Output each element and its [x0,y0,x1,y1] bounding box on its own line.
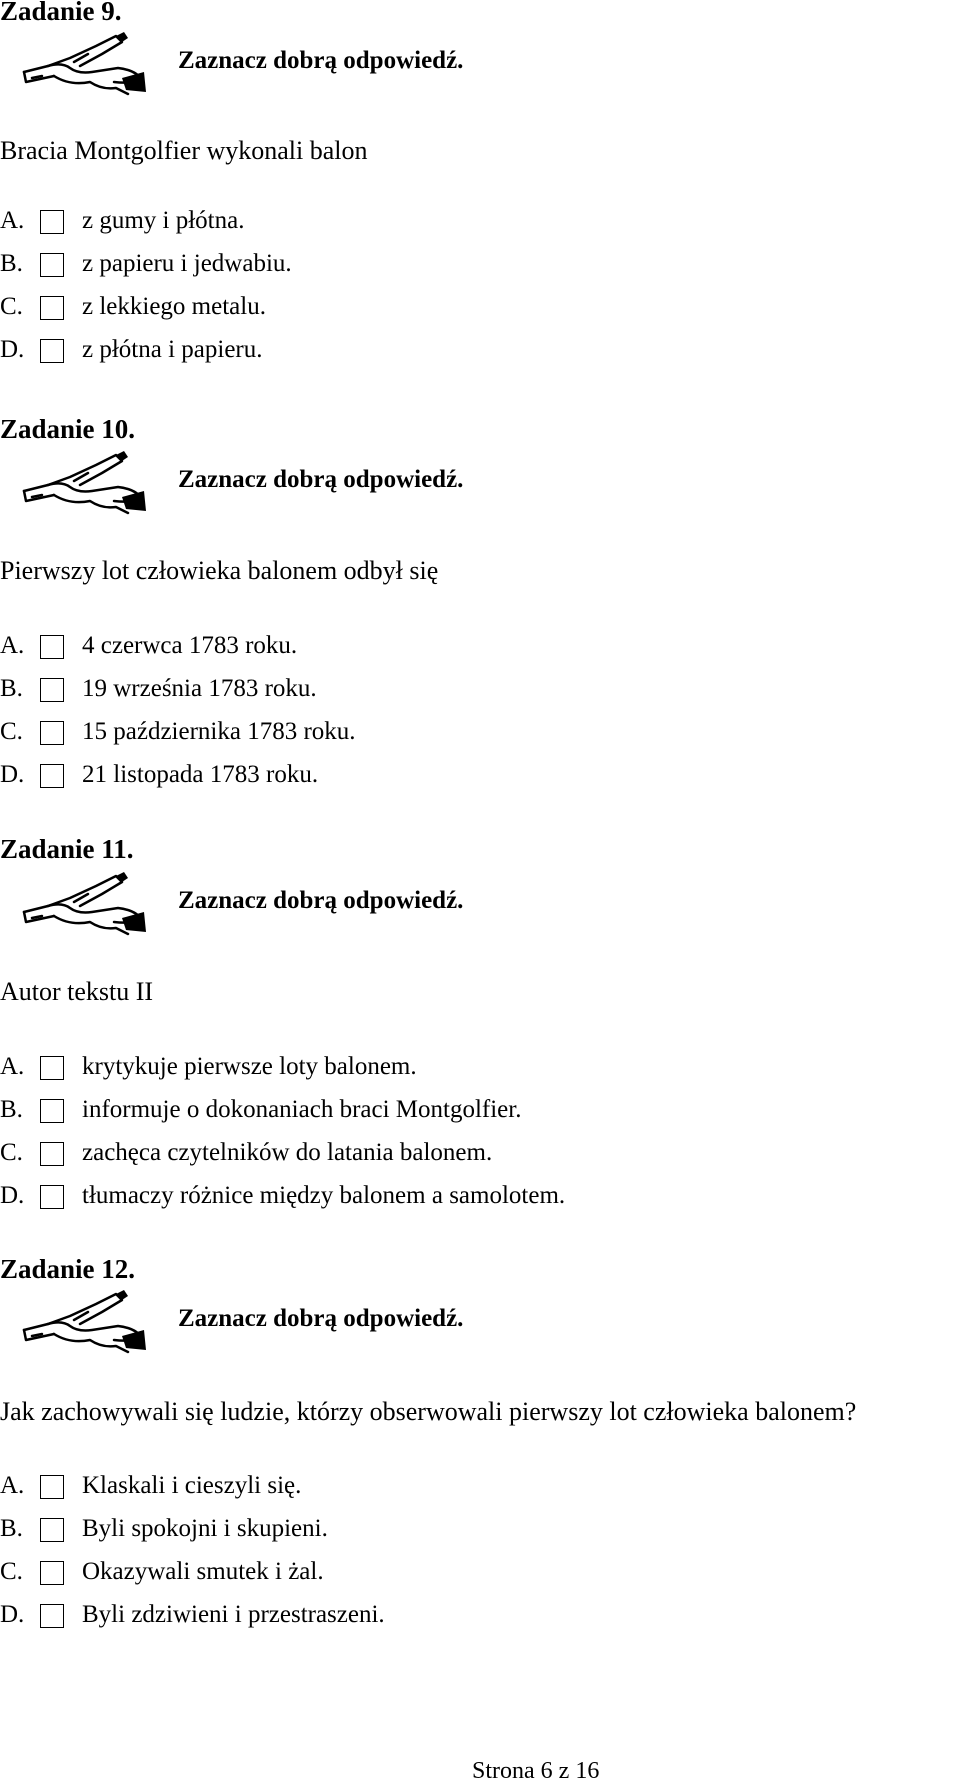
task-9-option-b-text: z papieru i jedwabiu. [82,250,292,277]
task-10-option-c-letter: C. [0,718,23,745]
task-11-option-c-letter: C. [0,1139,23,1166]
task-10-option-d-text: 21 listopada 1783 roku. [82,761,319,788]
task-11-option-d-checkbox[interactable] [40,1185,64,1209]
task-9-option-d-letter: D. [0,336,25,363]
task-9-option-a-checkbox[interactable] [40,210,64,234]
hand-writing-icon [18,451,148,517]
task-9-option-a-text: z gumy i płótna. [82,207,245,234]
task-10-question: Pierwszy lot człowieka balonem odbył się [0,556,439,585]
task-9-option-d-checkbox[interactable] [40,339,64,363]
task-12-option-d-checkbox[interactable] [40,1604,64,1628]
task-11-question: Autor tekstu II [0,977,154,1006]
task-11-option-d-letter: D. [0,1182,25,1209]
task-10-option-a-letter: A. [0,632,25,659]
task-9-option-a-letter: A. [0,207,25,234]
task-11-instruction: Zaznacz dobrą odpowiedź. [178,887,464,914]
task-9-option-c-text: z lekkiego metalu. [82,293,266,320]
task-10-option-b-letter: B. [0,675,23,702]
task-12-option-a-checkbox[interactable] [40,1475,64,1499]
task-10-option-a-text: 4 czerwca 1783 roku. [82,632,298,659]
task-12-instruction: Zaznacz dobrą odpowiedź. [178,1305,464,1332]
task-11-option-c-checkbox[interactable] [40,1142,64,1166]
task-12-option-a-text: Klaskali i cieszyli się. [82,1472,302,1499]
task-11-option-b-checkbox[interactable] [40,1099,64,1123]
task-11-option-d-text: tłumaczy różnice między balonem a samolotem. [82,1182,566,1209]
task-9-option-c-checkbox[interactable] [40,296,64,320]
task-12-option-a-letter: A. [0,1472,25,1499]
task-12-question: Jak zachowywali się ludzie, którzy obserwowali pierwszy lot człowieka balonem? [0,1397,857,1426]
task-11-option-c-text: zachęca czytelników do latania balonem. [82,1139,493,1166]
task-9-option-b-letter: B. [0,250,23,277]
task-10-title: Zadanie 10. [0,414,136,444]
hand-writing-icon [18,1290,148,1356]
task-12-title: Zadanie 12. [0,1254,136,1284]
task-10-option-c-checkbox[interactable] [40,721,64,745]
task-11-option-a-letter: A. [0,1053,25,1080]
page-number: Strona 6 z 16 [472,1758,600,1784]
task-11-title: Zadanie 11. [0,834,134,864]
task-10-instruction: Zaznacz dobrą odpowiedź. [178,466,464,493]
task-12-option-c-checkbox[interactable] [40,1561,64,1585]
task-10-option-c-text: 15 października 1783 roku. [82,718,356,745]
task-12-option-b-checkbox[interactable] [40,1518,64,1542]
task-10-option-a-checkbox[interactable] [40,635,64,659]
task-9-title: Zadanie 9. [0,0,122,26]
task-12-option-b-letter: B. [0,1515,23,1542]
task-12-option-c-letter: C. [0,1558,23,1585]
task-11-option-b-text: informuje o dokonaniach braci Montgolfier. [82,1096,522,1123]
task-12-option-c-text: Okazywali smutek i żal. [82,1558,324,1585]
task-11-option-a-checkbox[interactable] [40,1056,64,1080]
task-9-option-c-letter: C. [0,293,23,320]
hand-writing-icon [18,32,148,98]
hand-writing-icon [18,872,148,938]
task-10-option-d-checkbox[interactable] [40,764,64,788]
task-12-option-d-letter: D. [0,1601,25,1628]
task-11-option-b-letter: B. [0,1096,23,1123]
task-10-option-b-checkbox[interactable] [40,678,64,702]
task-11-option-a-text: krytykuje pierwsze loty balonem. [82,1053,417,1080]
task-10-option-b-text: 19 września 1783 roku. [82,675,317,702]
task-9-question: Bracia Montgolfier wykonali balon [0,136,368,165]
task-12-option-b-text: Byli spokojni i skupieni. [82,1515,328,1542]
task-9-option-b-checkbox[interactable] [40,253,64,277]
task-10-option-d-letter: D. [0,761,25,788]
task-9-option-d-text: z płótna i papieru. [82,336,263,363]
task-9-instruction: Zaznacz dobrą odpowiedź. [178,47,464,74]
task-12-option-d-text: Byli zdziwieni i przestraszeni. [82,1601,385,1628]
